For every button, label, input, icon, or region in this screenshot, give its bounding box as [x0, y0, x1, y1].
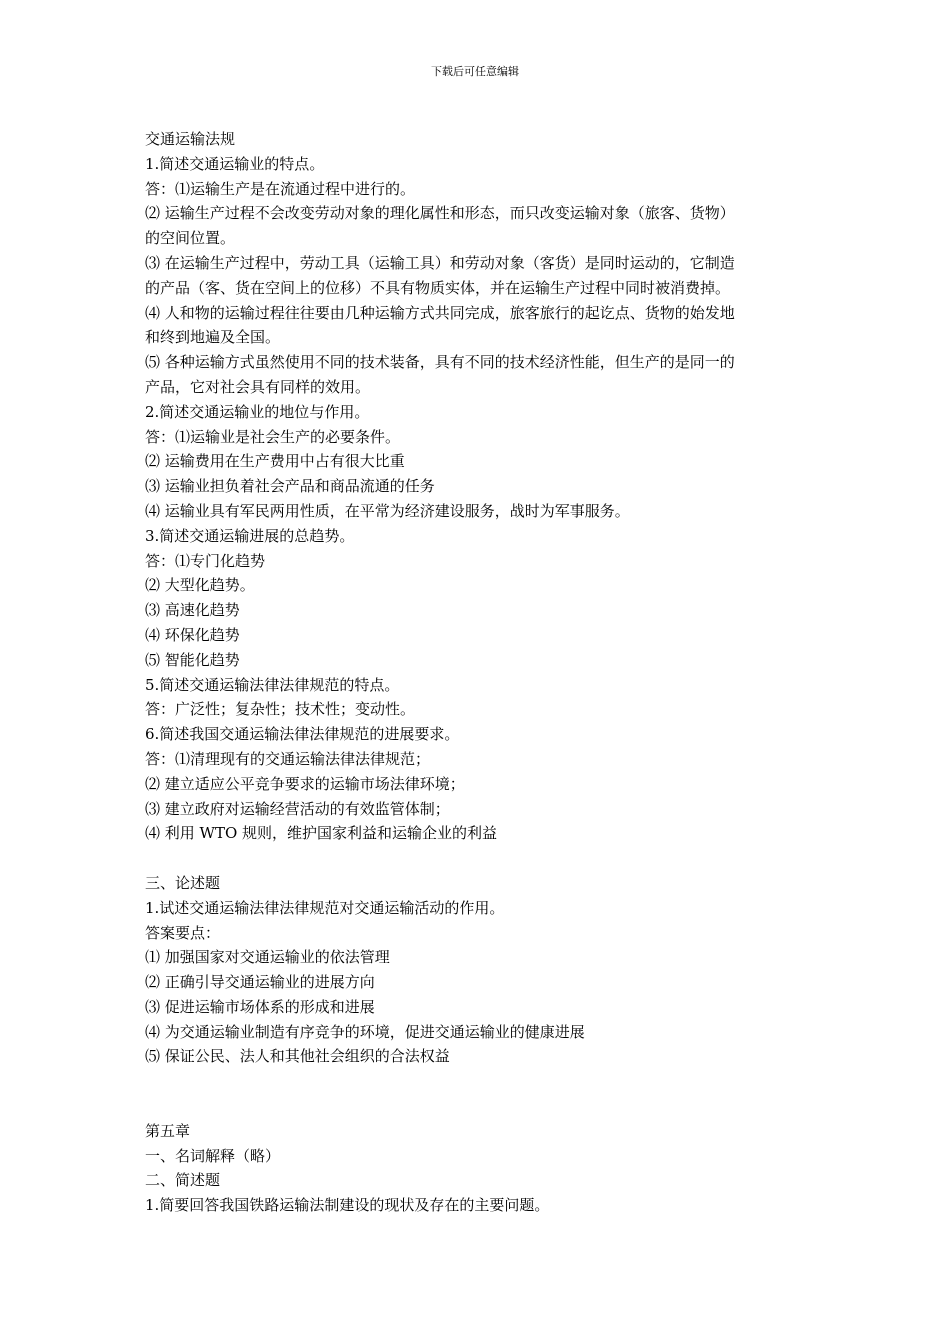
- answer-line: 答：广泛性；复杂性；技术性；变动性。: [145, 700, 416, 719]
- question-heading: 5.简述交通运输法律法律规范的特点。: [145, 675, 400, 694]
- answer-line: ⑷ 环保化趋势: [145, 625, 240, 644]
- blank-line: [145, 1094, 810, 1119]
- blank-line: [145, 846, 810, 871]
- answer-line: ⑸ 智能化趋势: [145, 650, 240, 669]
- answer-line: ⑶ 在运输生产过程中，劳动工具（运输工具）和劳动对象（客货）是同时运动的，它制造: [145, 253, 735, 272]
- answer-line: ⑵ 大型化趋势。: [145, 576, 255, 595]
- answer-line: ⑵ 运输生产过程不会改变劳动对象的理化属性和形态，而只改变运输对象（旅客、货物）: [145, 204, 735, 223]
- section-heading: 一、名词解释（略）: [145, 1146, 281, 1165]
- question-heading: 1.试述交通运输法律法律规范对交通运输活动的作用。: [145, 898, 505, 917]
- answer-line: ⑵ 运输费用在生产费用中占有很大比重: [145, 452, 405, 471]
- answer-line: ⑶ 促进运输市场体系的形成和进展: [145, 997, 375, 1016]
- question-heading: 1.简要回答我国铁路运输法制建设的现状及存在的主要问题。: [145, 1196, 550, 1215]
- answer-line: ⑶ 建立政府对运输经营活动的有效监管体制；: [145, 799, 450, 818]
- answer-line: 答：⑴专门化趋势: [145, 551, 266, 570]
- section-heading: 二、简述题: [145, 1171, 221, 1190]
- answer-line: ⑷ 利用 WTO 规则，维护国家利益和运输企业的利益: [145, 824, 498, 843]
- answer-line: 和终到地遍及全国。: [145, 328, 281, 347]
- answer-line: 答：⑴运输生产是在流通过程中进行的。: [145, 179, 416, 198]
- answer-line: ⑵ 正确引导交通运输业的进展方向: [145, 973, 375, 992]
- question-heading: 1.简述交通运输业的特点。: [145, 154, 325, 173]
- answer-line: 答：⑴清理现有的交通运输法律法律规范；: [145, 749, 431, 768]
- question-heading: 6.简述我国交通运输法律法律规范的进展要求。: [145, 725, 460, 744]
- question-heading: 2.简述交通运输业的地位与作用。: [145, 402, 370, 421]
- section-heading: 三、论述题: [145, 873, 221, 892]
- answer-line: ⑴ 加强国家对交通运输业的依法管理: [145, 948, 390, 967]
- document-title: 交通运输法规: [145, 130, 236, 148]
- answer-line: ⑷ 人和物的运输过程往往要由几种运输方式共同完成，旅客旅行的起讫点、货物的始发地: [145, 303, 735, 322]
- question-heading: 3.简述交通运输进展的总趋势。: [145, 526, 355, 545]
- answer-line: ⑸ 各种运输方式虽然使用不同的技术装备，具有不同的技术经济性能，但生产的是同一的: [145, 353, 735, 372]
- document-body: [145, 127, 810, 1218]
- chapter-heading: 第五章: [145, 1121, 191, 1140]
- blank-line: [145, 1069, 810, 1094]
- answer-line: ⑵ 建立适应公平竞争要求的运输市场法律环境；: [145, 774, 465, 793]
- answer-line: 答：⑴运输业是社会生产的必要条件。: [145, 427, 401, 446]
- answer-line: ⑷ 为交通运输业制造有序竞争的环境，促进交通运输业的健康进展: [145, 1022, 585, 1041]
- answer-line: ⑶ 高速化趋势: [145, 601, 240, 620]
- answer-line: 产品，它对社会具有同样的效用。: [145, 377, 371, 396]
- page-header: 下载后可任意编辑: [431, 65, 519, 78]
- answer-line: 的产品（客、货在空间上的位移）不具有物质实体，并在运输生产过程中同时被消费掉。: [145, 278, 731, 297]
- answer-line: ⑶ 运输业担负着社会产品和商品流通的任务: [145, 477, 435, 496]
- answer-label: 答案要点：: [145, 923, 221, 942]
- answer-line: ⑸ 保证公民、法人和其他社会组织的合法权益: [145, 1047, 450, 1066]
- answer-line: 的空间位置。: [145, 229, 236, 248]
- answer-line: ⑷ 运输业具有军民两用性质，在平常为经济建设服务，战时为军事服务。: [145, 501, 630, 520]
